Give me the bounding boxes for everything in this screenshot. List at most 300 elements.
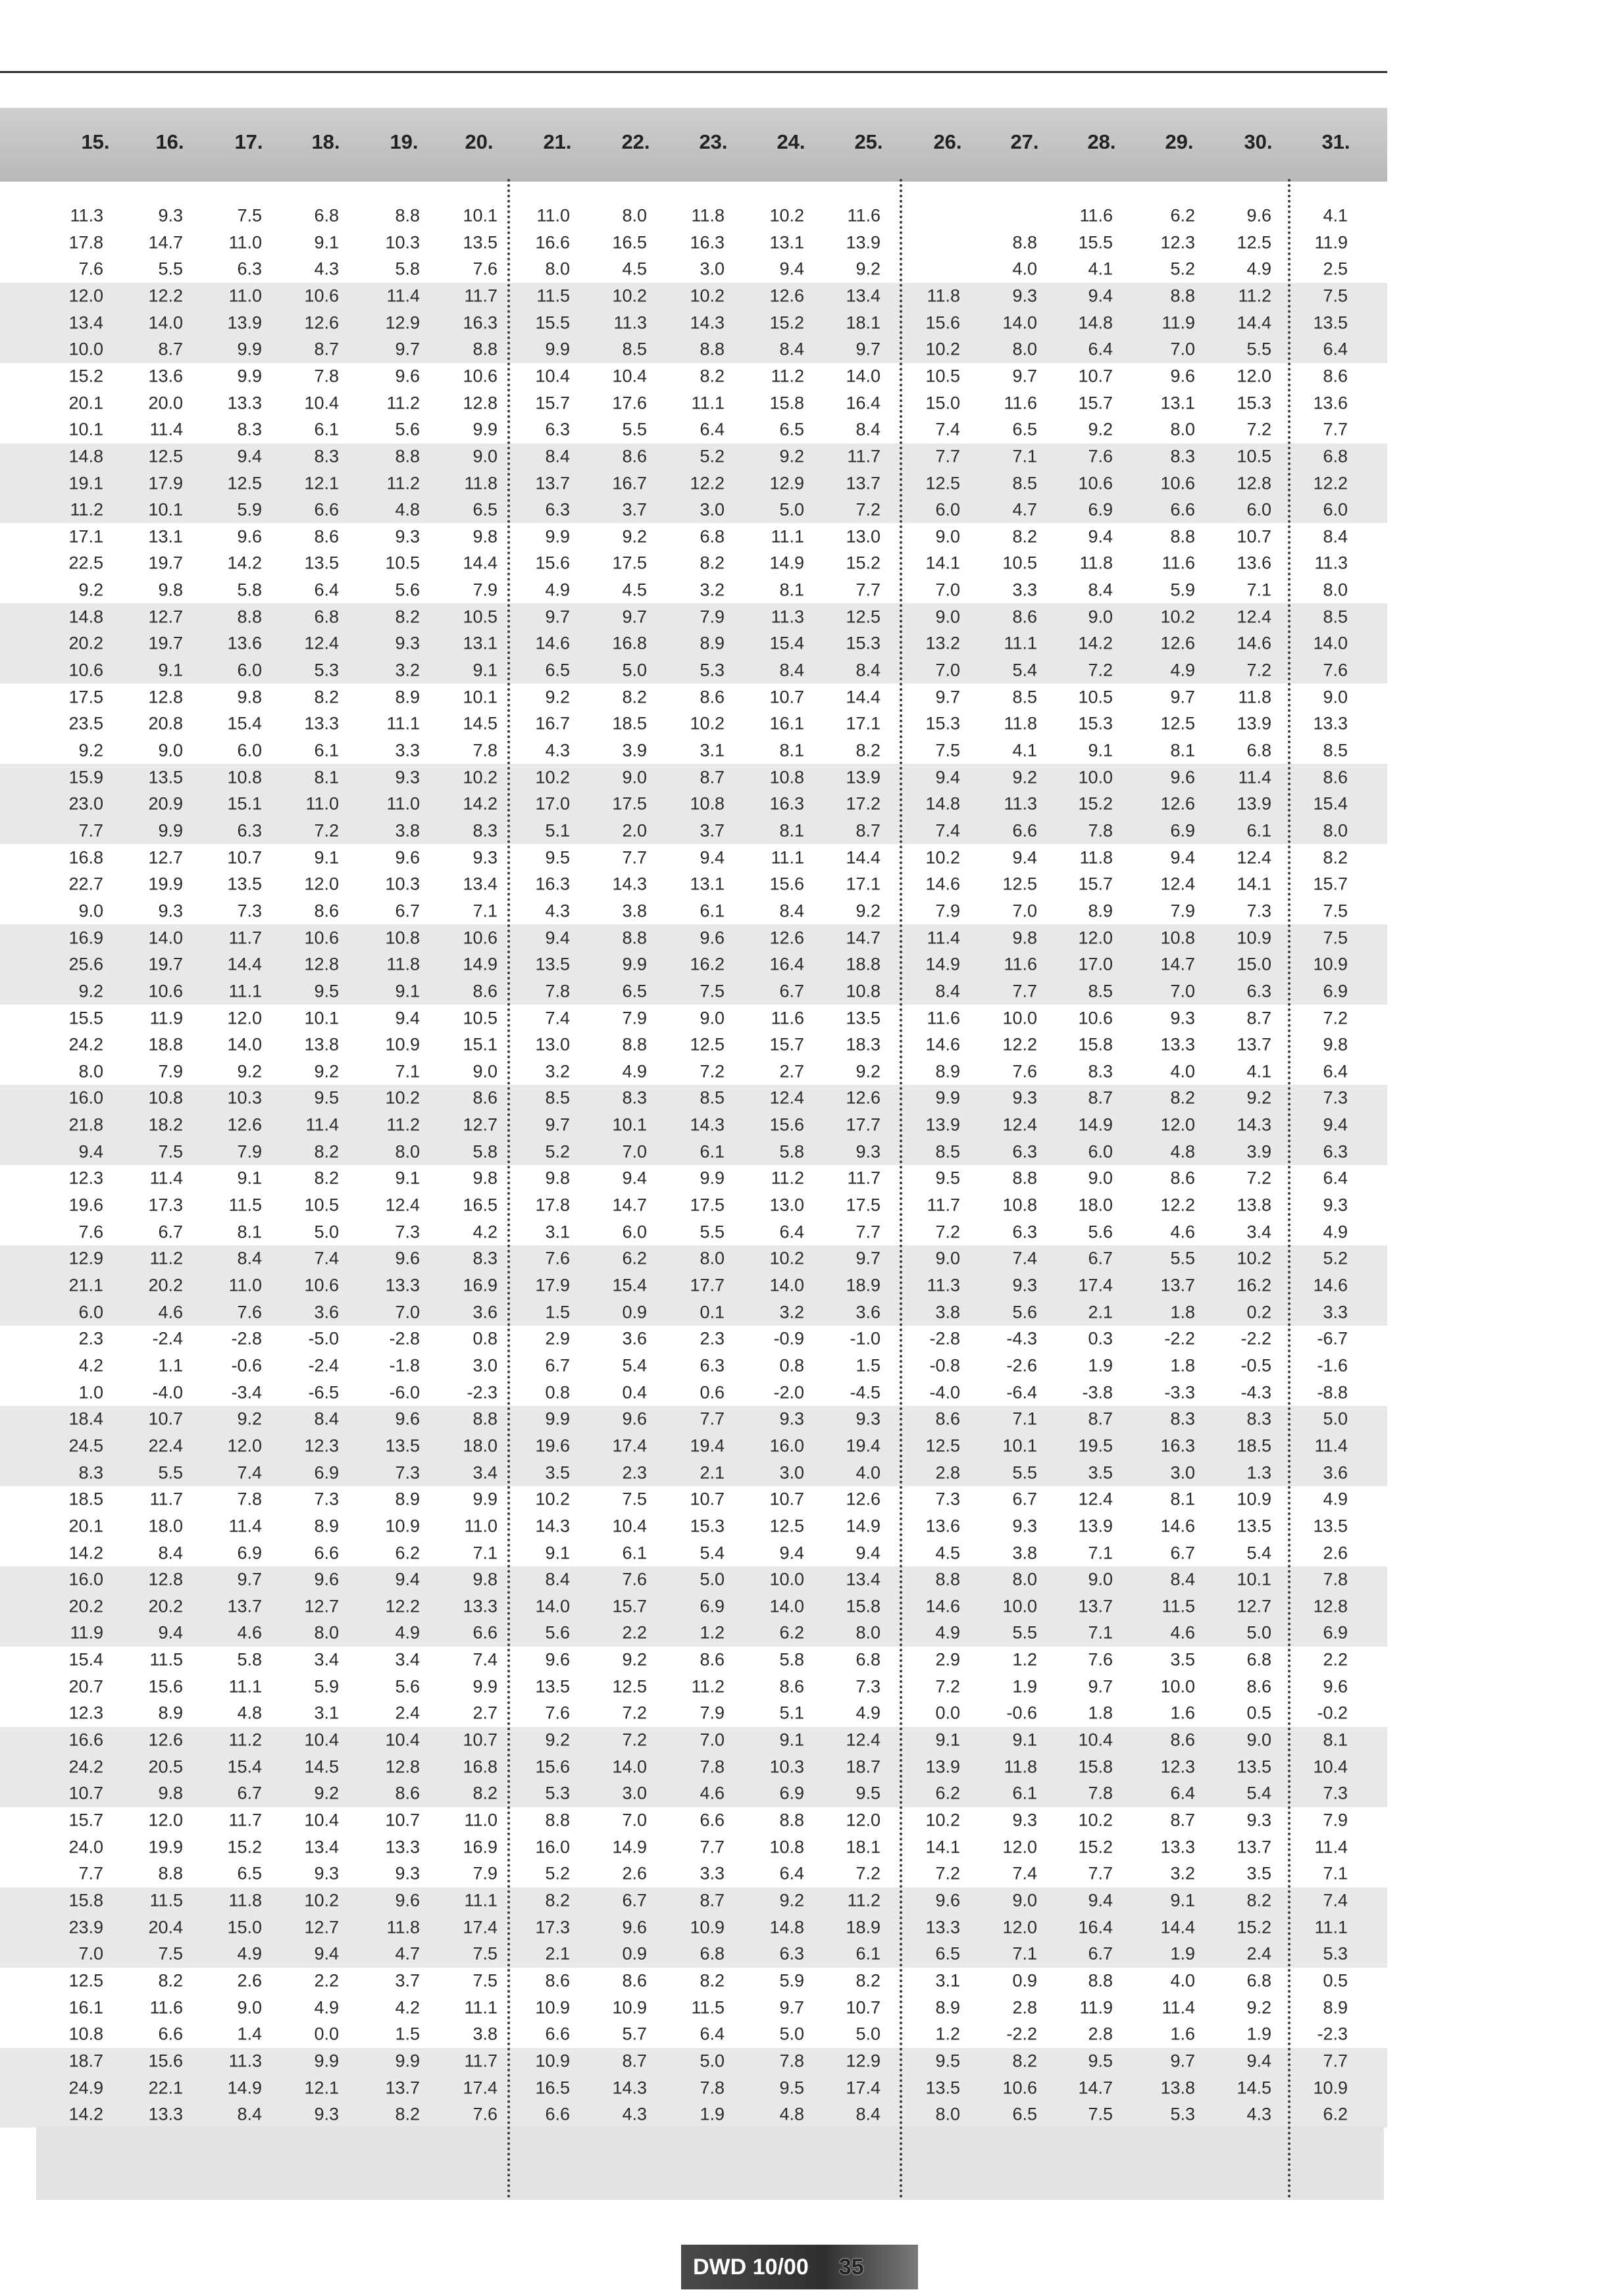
table-cell: 9.9 xyxy=(472,419,498,439)
column-header-day: 28. xyxy=(1087,130,1116,153)
table-cell: 13.4 xyxy=(304,1837,339,1857)
table-cell: 12.0 xyxy=(1002,1917,1037,1937)
table-cell: 20.7 xyxy=(68,1676,103,1697)
table-cell: 11.8 xyxy=(1079,847,1113,868)
table-cell: 9.1 xyxy=(395,981,420,1001)
table-cell: 15.3 xyxy=(690,1516,725,1536)
table-cell: 13.9 xyxy=(227,312,262,333)
table-cell: 9.5 xyxy=(935,2051,960,2071)
table-cell: 15.6 xyxy=(769,874,804,894)
table-cell: 12.0 xyxy=(304,874,339,894)
table-cell: 8.2 xyxy=(472,1783,498,1803)
table-cell: 10.2 xyxy=(463,767,498,787)
table-cell: 14.8 xyxy=(68,446,103,466)
table-cell: 8.2 xyxy=(314,1168,339,1188)
table-cell: 2.6 xyxy=(622,1863,647,1884)
table-cell: 7.5 xyxy=(935,740,960,761)
table-cell: 9.6 xyxy=(1246,205,1271,226)
table-cell: 0.5 xyxy=(1323,1970,1348,1991)
table-cell: 0.8 xyxy=(472,1328,498,1349)
table-cell: 8.2 xyxy=(700,553,725,573)
table-cell: 4.6 xyxy=(158,1302,183,1322)
table-cell: 9.2 xyxy=(856,1061,881,1082)
table-cell: 10.6 xyxy=(1002,2078,1037,2097)
table-cell: 11.3 xyxy=(1004,793,1037,814)
table-cell: 16.1 xyxy=(769,713,804,734)
table-cell: 13.5 xyxy=(535,1676,570,1697)
table-cell: 5.9 xyxy=(1170,580,1195,600)
table-cell: 14.8 xyxy=(68,607,103,627)
table-cell: 3.3 xyxy=(1012,580,1037,600)
table-cell: 2.5 xyxy=(1323,259,1348,279)
table-cell: 2.6 xyxy=(1323,1543,1348,1562)
table-cell: 8.5 xyxy=(1012,473,1037,493)
table-cell: 11.1 xyxy=(464,1890,498,1910)
table-cell: 3.3 xyxy=(1323,1302,1348,1322)
table-cell: 5.2 xyxy=(545,1863,570,1884)
table-cell: 7.5 xyxy=(472,1943,498,1964)
table-cell: 9.1 xyxy=(158,660,183,680)
table-cell: 7.2 xyxy=(1246,419,1271,439)
table-cell: 7.2 xyxy=(1246,1168,1271,1188)
table-cell: 11.6 xyxy=(1004,954,1037,974)
column-header-day: 24. xyxy=(777,130,805,153)
table-cell: 10.2 xyxy=(925,847,960,868)
table-cell: 1.5 xyxy=(395,2024,420,2044)
table-cell: 9.5 xyxy=(779,2078,804,2097)
table-cell: 11.8 xyxy=(1238,687,1271,707)
table-cell: 19.7 xyxy=(148,553,183,573)
table-cell: 11.7 xyxy=(228,1810,262,1830)
table-cell: 11.7 xyxy=(464,286,498,306)
table-cell: 13.2 xyxy=(925,633,960,653)
table-cell: 9.2 xyxy=(545,1730,570,1750)
table-cell: 5.6 xyxy=(395,1676,420,1697)
table-cell: 9.9 xyxy=(545,339,570,359)
table-cell: 7.8 xyxy=(700,1757,725,1777)
table-cell: 8.6 xyxy=(700,687,725,707)
table-cell: 8.2 xyxy=(856,1970,881,1991)
table-cell: -0.5 xyxy=(1240,1355,1271,1376)
table-cell: -3.4 xyxy=(231,1382,262,1403)
table-cell: 4.3 xyxy=(545,740,570,761)
table-cell: 13.0 xyxy=(769,1195,804,1215)
table-cell: 8.1 xyxy=(1323,1730,1348,1750)
table-cell: 10.9 xyxy=(535,2051,570,2071)
table-cell: 19.4 xyxy=(846,1435,881,1456)
table-cell: 14.6 xyxy=(1237,633,1271,653)
table-cell: 8.3 xyxy=(1170,446,1195,466)
table-cell: 14.4 xyxy=(846,687,881,707)
table-cell: 12.0 xyxy=(1160,1114,1195,1135)
table-cell: 14.5 xyxy=(304,1757,339,1777)
table-cell: 13.0 xyxy=(846,526,881,547)
table-cell: 7.8 xyxy=(472,740,498,761)
table-cell: 8.8 xyxy=(472,339,498,359)
table-cell: 6.6 xyxy=(545,2104,570,2124)
table-cell: 1.8 xyxy=(1170,1302,1195,1322)
table-cell: 12.6 xyxy=(846,1087,881,1108)
table-cell: 5.2 xyxy=(1323,1248,1348,1268)
table-cell: 8.7 xyxy=(1170,1810,1195,1830)
table-cell: 15.0 xyxy=(925,393,960,413)
table-cell: 9.3 xyxy=(1246,1810,1271,1830)
table-cell: 2.1 xyxy=(1088,1302,1113,1322)
table-cell: 16.0 xyxy=(769,1435,804,1456)
table-cell: 17.5 xyxy=(690,1195,725,1215)
table-cell: 7.8 xyxy=(545,981,570,1001)
table-cell: 12.8 xyxy=(148,687,183,707)
table-cell: 1.5 xyxy=(545,1302,570,1322)
table-cell: 6.9 xyxy=(1088,499,1113,520)
table-cell: 15.7 xyxy=(612,1596,647,1616)
table-cell: 15.8 xyxy=(1078,1034,1113,1055)
table-cell: 8.6 xyxy=(1170,1168,1195,1188)
table-cell: 14.1 xyxy=(1237,874,1271,894)
table-cell: 22.4 xyxy=(148,1435,183,1456)
table-cell: 8.3 xyxy=(622,1087,647,1108)
table-cell: -4.3 xyxy=(1006,1328,1037,1349)
table-cell: 12.0 xyxy=(1002,1837,1037,1857)
table-cell: 8.2 xyxy=(158,1970,183,1991)
table-cell: 6.7 xyxy=(779,981,804,1001)
table-cell: 16.3 xyxy=(535,874,570,894)
table-cell: 12.5 xyxy=(769,1516,804,1536)
table-cell: 8.5 xyxy=(622,339,647,359)
table-cell: 23.5 xyxy=(68,713,103,734)
table-cell: 10.7 xyxy=(68,1783,103,1803)
table-cell: 6.5 xyxy=(237,1863,262,1884)
table-cell: 9.0 xyxy=(158,740,183,761)
table-cell: 6.2 xyxy=(1323,2104,1348,2124)
table-cell: 5.1 xyxy=(545,820,570,841)
table-cell: -0.6 xyxy=(1006,1703,1037,1723)
table-cell: 10.1 xyxy=(463,687,498,707)
table-cell: 12.4 xyxy=(846,1730,881,1750)
table-cell: 10.6 xyxy=(304,928,339,948)
table-cell: 11.2 xyxy=(1238,286,1271,306)
table-cell: 12.0 xyxy=(227,1008,262,1028)
table-cell: 17.1 xyxy=(68,526,103,547)
table-cell: 8.7 xyxy=(700,767,725,787)
table-cell: 2.4 xyxy=(1246,1943,1271,1964)
table-cell: 9.4 xyxy=(856,1543,881,1562)
table-cell: 8.6 xyxy=(472,981,498,1001)
table-cell: 10.9 xyxy=(385,1516,420,1536)
table-cell: 8.8 xyxy=(1012,232,1037,253)
table-cell: 6.4 xyxy=(1323,339,1348,359)
table-cell: 13.5 xyxy=(535,954,570,974)
table-cell: 8.0 xyxy=(78,1061,103,1082)
table-cell: 12.3 xyxy=(68,1168,103,1188)
table-cell: 7.9 xyxy=(1323,1810,1348,1830)
table-cell: 8.4 xyxy=(856,660,881,680)
table-cell: 12.6 xyxy=(227,1114,262,1135)
table-cell: 1.6 xyxy=(1170,1703,1195,1723)
table-cell: 15.2 xyxy=(1078,1837,1113,1857)
table-cell: 11.1 xyxy=(771,526,804,547)
table-cell: 19.5 xyxy=(1078,1435,1113,1456)
table-cell: 7.5 xyxy=(472,1970,498,1991)
table-cell: 3.7 xyxy=(700,820,725,841)
table-cell: 5.5 xyxy=(1012,1462,1037,1483)
table-cell: 5.0 xyxy=(779,2024,804,2044)
table-cell: 9.6 xyxy=(395,1890,420,1910)
table-cell: 5.6 xyxy=(395,419,420,439)
table-cell: 9.1 xyxy=(1170,1890,1195,1910)
table-cell: 10.1 xyxy=(304,1008,339,1028)
table-cell: 8.0 xyxy=(314,1622,339,1643)
table-cell: -0.9 xyxy=(773,1328,804,1349)
table-cell: 9.1 xyxy=(472,660,498,680)
table-cell: 6.1 xyxy=(700,901,725,921)
column-header-day: 27. xyxy=(1010,130,1039,153)
table-cell: 8.6 xyxy=(622,446,647,466)
table-cell: 11.7 xyxy=(149,1489,183,1509)
table-cell: 9.2 xyxy=(1012,767,1037,787)
table-cell: 11.8 xyxy=(927,286,960,306)
column-header-day: 16. xyxy=(155,130,184,153)
table-cell: 15.7 xyxy=(1078,874,1113,894)
table-cell: 6.3 xyxy=(700,1355,725,1376)
table-cell: 14.2 xyxy=(463,793,498,814)
table-cell: 20.5 xyxy=(148,1757,183,1777)
table-cell: 3.9 xyxy=(1246,1141,1271,1162)
table-cell: 13.9 xyxy=(925,1757,960,1777)
table-cell: 13.6 xyxy=(925,1516,960,1536)
table-cell: 0.9 xyxy=(1012,1970,1037,1991)
table-cell: 19.4 xyxy=(690,1435,725,1456)
table-cell: 19.1 xyxy=(68,473,103,493)
table-cell: 21.1 xyxy=(68,1275,103,1295)
table-cell: 10.6 xyxy=(68,660,103,680)
table-cell: 24.2 xyxy=(68,1034,103,1055)
table-cell: 14.3 xyxy=(690,1114,725,1135)
table-cell: 3.1 xyxy=(545,1222,570,1242)
table-cell: 14.0 xyxy=(148,928,183,948)
table-cell: 8.9 xyxy=(314,1516,339,1536)
table-cell: 20.2 xyxy=(148,1596,183,1616)
table-cell: 4.8 xyxy=(1170,1141,1195,1162)
table-cell: 19.6 xyxy=(68,1195,103,1215)
table-cell: 3.8 xyxy=(622,901,647,921)
table-cell: 15.2 xyxy=(769,312,804,333)
table-cell: 12.5 xyxy=(148,446,183,466)
table-cell: 10.2 xyxy=(769,205,804,226)
table-cell: 9.6 xyxy=(395,1248,420,1268)
table-cell: 7.5 xyxy=(1323,928,1348,948)
table-cell: 8.5 xyxy=(545,1087,570,1108)
table-cell: 8.7 xyxy=(1088,1409,1113,1429)
table-cell: 12.2 xyxy=(1002,1034,1037,1055)
table-cell: 5.4 xyxy=(622,1355,647,1376)
table-cell: 12.8 xyxy=(463,393,498,413)
table-cell: 6.6 xyxy=(545,2024,570,2044)
table-cell: 7.1 xyxy=(395,1061,420,1082)
table-cell: 10.9 xyxy=(1237,1489,1271,1509)
table-cell: 13.3 xyxy=(1313,713,1348,734)
table-cell: 6.0 xyxy=(935,499,960,520)
table-cell: 10.9 xyxy=(612,1997,647,2018)
table-cell: 7.3 xyxy=(395,1222,420,1242)
table-cell: 15.3 xyxy=(1237,393,1271,413)
table-cell: 9.0 xyxy=(1088,1168,1113,1188)
table-cell: 7.9 xyxy=(700,1703,725,1723)
table-cell: 3.6 xyxy=(856,1302,881,1322)
table-cell: 15.7 xyxy=(68,1810,103,1830)
table-cell: 15.2 xyxy=(1237,1917,1271,1937)
table-cell: 9.0 xyxy=(472,1061,498,1082)
table-cell: 5.6 xyxy=(1012,1302,1037,1322)
table-cell: 13.3 xyxy=(925,1917,960,1937)
table-cell: 11.7 xyxy=(228,928,262,948)
table-cell: 20.8 xyxy=(148,713,183,734)
table-cell: 3.8 xyxy=(472,2024,498,2044)
table-cell: 9.4 xyxy=(1323,1114,1348,1135)
table-cell: 24.9 xyxy=(68,2078,103,2097)
table-cell: 6.4 xyxy=(1323,1168,1348,1188)
dotted-divider xyxy=(900,179,902,2200)
table-cell: 9.6 xyxy=(237,526,262,547)
table-cell: 8.5 xyxy=(1323,740,1348,761)
table-cell: 7.6 xyxy=(1012,1061,1037,1082)
table-cell: 9.2 xyxy=(1246,1087,1271,1108)
table-cell: 11.8 xyxy=(1004,1757,1037,1777)
table-cell: 3.2 xyxy=(779,1302,804,1322)
table-cell: 16.6 xyxy=(68,1730,103,1750)
table-cell: 16.2 xyxy=(1237,1275,1271,1295)
table-cell: 5.7 xyxy=(622,2024,647,2044)
table-cell: 7.1 xyxy=(1012,446,1037,466)
table-cell: 6.2 xyxy=(935,1783,960,1803)
table-cell: 4.3 xyxy=(545,901,570,921)
table-cell: 6.8 xyxy=(1246,1649,1271,1670)
table-cell: 9.7 xyxy=(545,607,570,627)
table-cell: 8.6 xyxy=(472,1087,498,1108)
table-cell: 6.8 xyxy=(314,205,339,226)
table-cell: 12.5 xyxy=(925,1435,960,1456)
table-cell: 4.0 xyxy=(1170,1970,1195,1991)
table-cell: 9.4 xyxy=(78,1141,103,1162)
table-cell: 14.3 xyxy=(612,874,647,894)
table-cell: 20.1 xyxy=(68,1516,103,1536)
table-cell: 10.0 xyxy=(1002,1596,1037,1616)
table-cell: 20.2 xyxy=(148,1275,183,1295)
table-cell: 9.4 xyxy=(314,1943,339,1964)
table-cell: 18.0 xyxy=(463,1435,498,1456)
table-cell: 8.3 xyxy=(1088,1061,1113,1082)
table-cell: 11.6 xyxy=(771,1008,804,1028)
table-cell: 15.6 xyxy=(535,553,570,573)
table-cell: 6.0 xyxy=(1088,1141,1113,1162)
table-cell: 9.0 xyxy=(935,607,960,627)
table-cell: 9.9 xyxy=(158,820,183,841)
table-cell: 7.3 xyxy=(1323,1087,1348,1108)
table-cell: 2.1 xyxy=(545,1943,570,1964)
table-cell: -4.5 xyxy=(850,1382,881,1403)
table-cell: 17.4 xyxy=(1078,1275,1113,1295)
table-cell: 5.9 xyxy=(237,499,262,520)
table-cell: 3.2 xyxy=(395,660,420,680)
table-cell: 0.4 xyxy=(622,1382,647,1403)
table-cell: 13.4 xyxy=(846,1569,881,1589)
table-cell: 10.8 xyxy=(769,1837,804,1857)
table-cell: 9.3 xyxy=(395,1863,420,1884)
table-cell: 9.9 xyxy=(545,1409,570,1429)
table-cell: 12.6 xyxy=(1160,633,1195,653)
table-cell: 10.6 xyxy=(463,928,498,948)
table-cell: 10.9 xyxy=(385,1034,420,1055)
table-cell: 7.6 xyxy=(78,259,103,279)
table-cell: 12.4 xyxy=(385,1195,420,1215)
table-cell: 9.4 xyxy=(1012,847,1037,868)
table-cell: 6.8 xyxy=(1246,1970,1271,1991)
table-cell: -2.0 xyxy=(773,1382,804,1403)
table-cell: 11.2 xyxy=(847,1890,881,1910)
table-cell: 18.0 xyxy=(1078,1195,1113,1215)
table-cell: 15.8 xyxy=(846,1596,881,1616)
table-cell: -6.0 xyxy=(389,1382,420,1403)
table-cell: 8.4 xyxy=(545,446,570,466)
table-cell: 12.5 xyxy=(1002,874,1037,894)
table-cell: 18.8 xyxy=(148,1034,183,1055)
table-cell: 5.4 xyxy=(1246,1543,1271,1562)
table-cell: 16.6 xyxy=(535,232,570,253)
table-cell: 4.2 xyxy=(395,1997,420,2018)
table-cell: 6.4 xyxy=(779,1222,804,1242)
table-cell: 22.5 xyxy=(68,553,103,573)
table-cell: 4.2 xyxy=(78,1355,103,1376)
table-cell: -1.0 xyxy=(850,1328,881,1349)
table-cell: 9.0 xyxy=(78,901,103,921)
table-cell: 7.6 xyxy=(1088,446,1113,466)
table-cell: 1.1 xyxy=(158,1355,183,1376)
table-cell: 7.7 xyxy=(78,820,103,841)
table-cell: 11.1 xyxy=(228,1676,262,1697)
column-header-day: 22. xyxy=(621,130,650,153)
table-cell: 12.8 xyxy=(304,954,339,974)
table-cell: 6.7 xyxy=(237,1783,262,1803)
table-cell: 17.9 xyxy=(535,1275,570,1295)
table-cell: 17.5 xyxy=(612,793,647,814)
table-cell: 9.6 xyxy=(395,366,420,386)
table-cell: 14.9 xyxy=(769,553,804,573)
table-cell: 11.4 xyxy=(305,1114,339,1135)
table-cell: 7.2 xyxy=(1088,660,1113,680)
table-cell: 9.1 xyxy=(545,1543,570,1562)
table-cell: 15.3 xyxy=(1078,713,1113,734)
table-cell: 6.9 xyxy=(1323,981,1348,1001)
column-header-day: 25. xyxy=(854,130,883,153)
table-cell: 12.6 xyxy=(769,928,804,948)
table-cell: 7.7 xyxy=(856,580,881,600)
table-cell: 9.7 xyxy=(545,1114,570,1135)
table-cell: 15.7 xyxy=(1078,393,1113,413)
table-cell: 11.8 xyxy=(386,1917,420,1937)
table-cell: 14.6 xyxy=(925,1034,960,1055)
table-cell: 0.5 xyxy=(1246,1703,1271,1723)
table-cell: 11.6 xyxy=(1079,205,1113,226)
table-cell: 7.6 xyxy=(622,1569,647,1589)
table-cell: 10.5 xyxy=(385,553,420,573)
page-number: 35 xyxy=(838,2254,864,2280)
table-cell: 14.8 xyxy=(1078,312,1113,333)
table-cell: 14.4 xyxy=(227,954,262,974)
table-cell: 12.1 xyxy=(304,2078,339,2097)
table-cell: 10.6 xyxy=(304,286,339,306)
table-cell: 7.2 xyxy=(700,1061,725,1082)
table-cell: 10.2 xyxy=(612,286,647,306)
